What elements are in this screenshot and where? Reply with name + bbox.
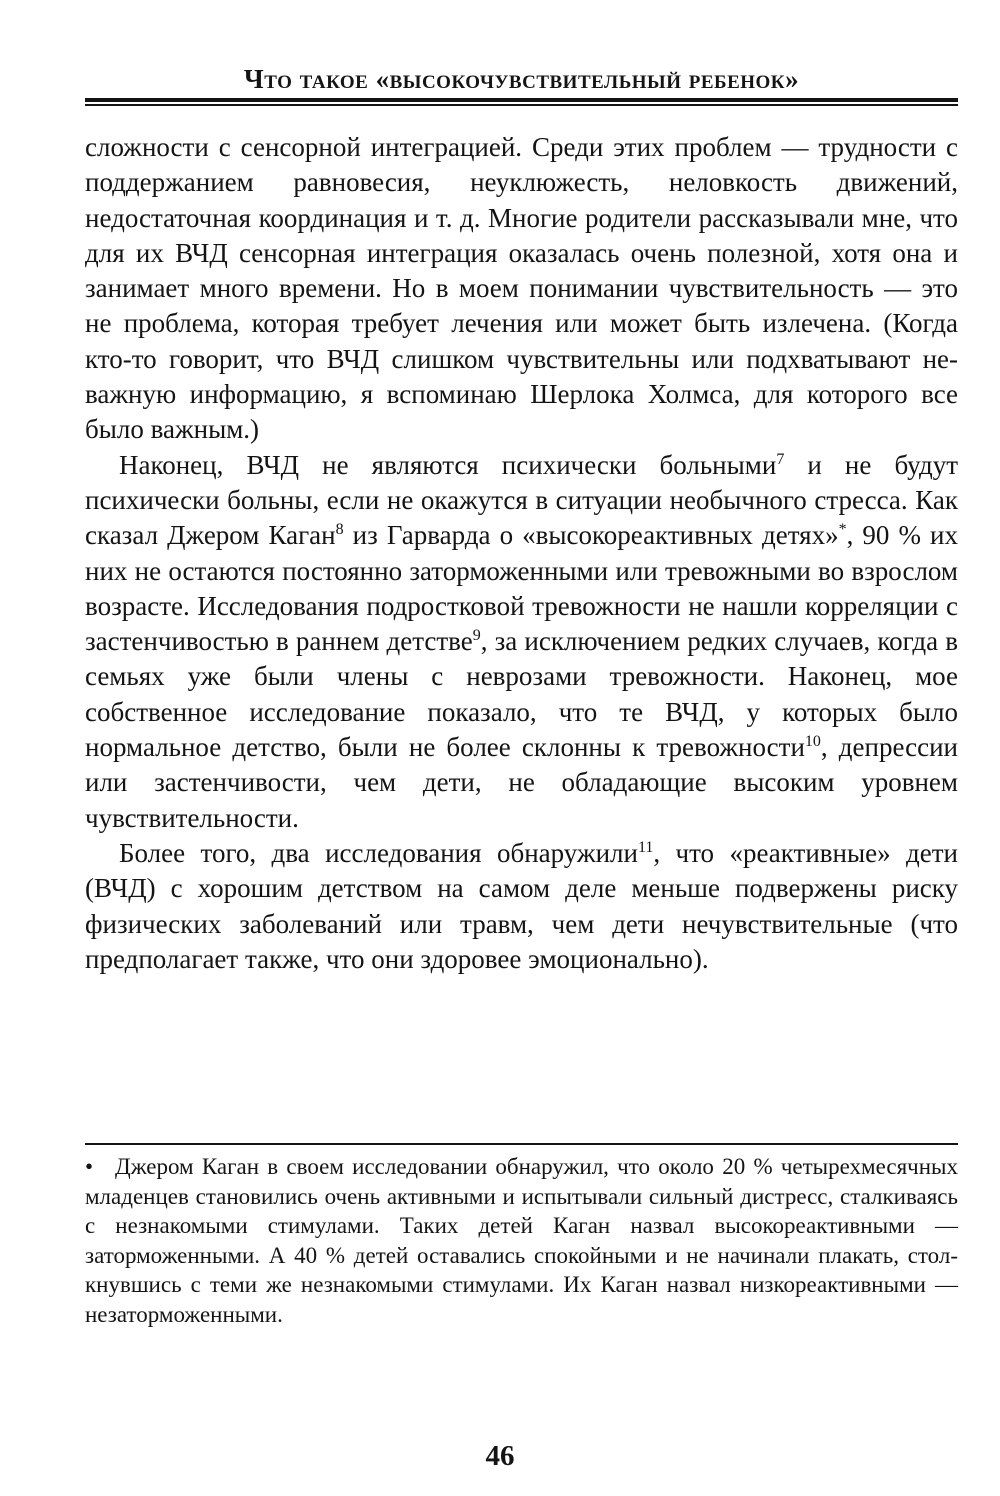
- footnote-ref-asterisk: *: [838, 521, 847, 539]
- footnote-divider: [85, 1143, 958, 1145]
- paragraph-3-part: , что «реактивные» дети (ВЧД) с хорошим детством на самом деле меньше подвержены риску физических заболеваний или травм, чем дети нечувствительные (что предполагает также, что они здоровее эмоционально).: [85, 837, 959, 974]
- paragraph-2-part: и не будут психически больны, если не окажутся в ситуации необычного стресса. Как сказал Джером Каган: [85, 449, 958, 551]
- paragraph-3-part: Более того, два исследования обнаружили: [119, 837, 638, 868]
- paragraph-2-part: , за исключением редких случаев, когда в семьях уже были члены с неврозами тревожности. Наконец, мое собственное исследование показало, что те ВЧД, у которых было нормальное детство, были не более склонны к тревожности: [85, 626, 958, 763]
- footnote-marker: •: [85, 1154, 94, 1179]
- paragraph-2-part: , 90 % их них не остаются постоянно заторможенными или тревожными во взрослом возрасте. Исследования подростковой тревожности не нашли корреляции с застенчивостью в раннем детстве: [85, 520, 958, 657]
- paragraph-2-part: Наконец, ВЧД не являются психически больными: [119, 449, 777, 480]
- footnote-ref-7: 7: [776, 450, 785, 468]
- footnote: [85, 1152, 958, 1329]
- footnote-text: Джером Каган в своем исследовании обнаружил, что около 20 % четырехмесячных младенцев становились очень активными и испытывали сильный дистресс, сталкиваясь с незнакомыми стимулами. Таких детей Каган назвал высокореактивными — заторможенными. А 40 % детей оставались спокойными и не начинали плакать, столкнувшись с теми же незнакомыми стимулами. Их Каган назвал низкореактивными — незаторможенными.: [85, 1154, 958, 1327]
- running-header-title: Что такое «высокочувствительный ребенок»: [243, 64, 800, 94]
- paragraph-2-part: , депрессии или застенчивости, чем дети, не обладающие высоким уровнем чувствительности.: [85, 732, 958, 833]
- footnote-ref-8: 8: [335, 521, 344, 539]
- paragraph-1: [85, 130, 958, 448]
- paragraph-1-text: сложности с сенсорной интеграцией. Среди этих проблем — трудности с поддержанием равновесия, неуклюжесть, неловкость движений, недостаточная координация и т. д. Многие родители рассказывали мне, что для их ВЧД сенсорная интеграция оказалась очень полезной, хотя она и занимает много времени. Но в моем понимании чувствительность — это не проблема, которая требует лечения или может быть излечена. (Когда кто-то говорит, что ВЧД слишком чувствительны или подхватывают неважную информацию, я вспоминаю Шерлока Холмса, для которого все было важным.): [85, 132, 958, 445]
- page-number: 46: [485, 1440, 515, 1472]
- footnote-ref-11: 11: [637, 838, 654, 856]
- paragraph-2-part: из Гарварда о «высокореактивных детях»: [343, 520, 839, 551]
- footnote-ref-9: 9: [472, 627, 481, 645]
- running-header: [85, 62, 958, 106]
- paragraph-3: [85, 836, 958, 977]
- header-double-rule: [85, 98, 958, 106]
- paragraph-2: [85, 448, 958, 836]
- footnote-ref-10: 10: [804, 733, 821, 751]
- main-text: [85, 130, 958, 977]
